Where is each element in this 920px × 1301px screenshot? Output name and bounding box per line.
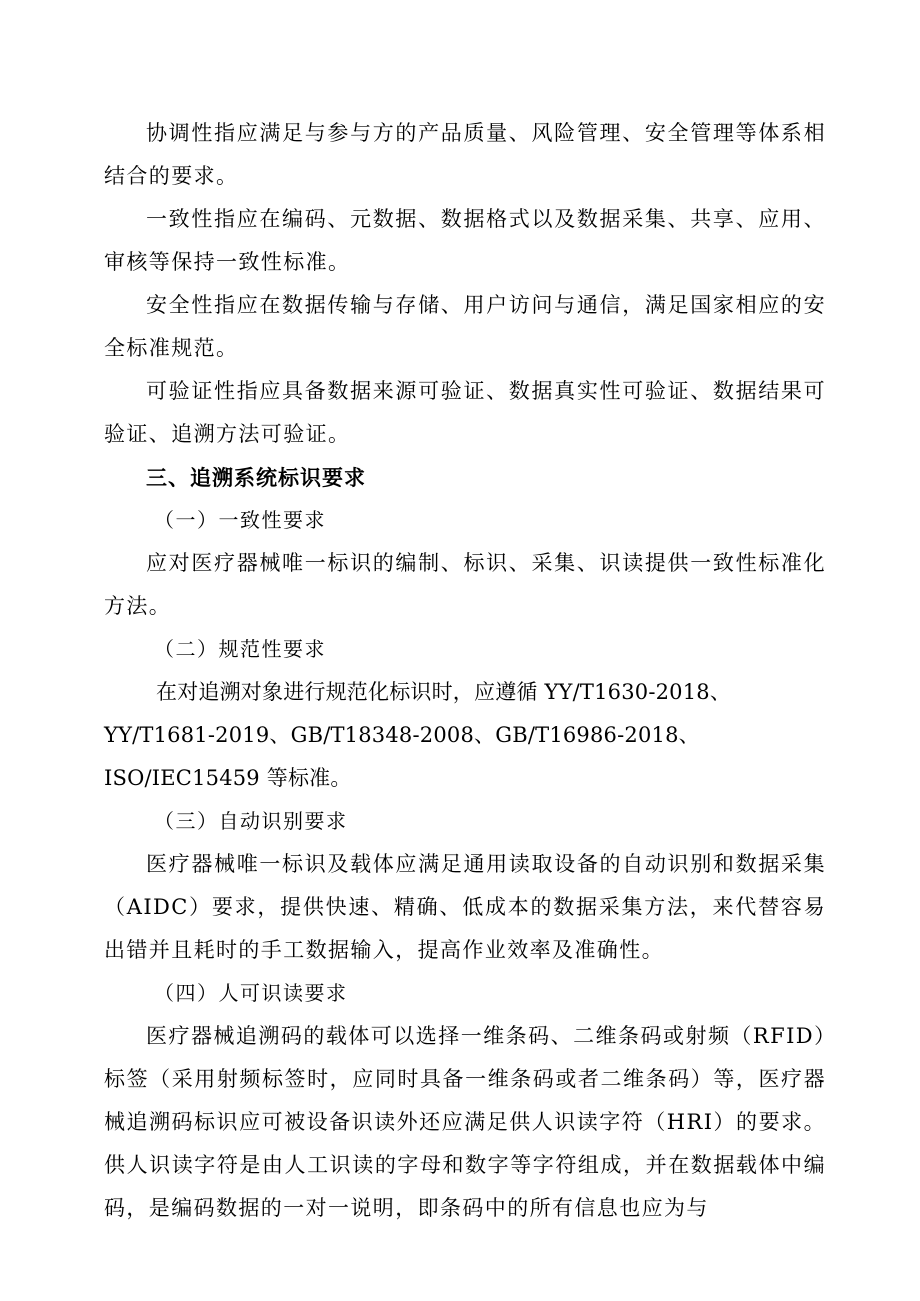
subsection-title-normative: （二）规范性要求 (154, 637, 326, 661)
subsection-title-human-readable: （四）人可识读要求 (154, 981, 348, 1005)
paragraph-verifiability: 可验证性指应具备数据来源可验证、数据真实性可验证、数据结果可验证、追溯方法可验证。 (104, 379, 826, 446)
paragraph-normative-requirement (104, 671, 826, 800)
paragraph-human-readable: 医疗器械追溯码的载体可以选择一维条码、二维条码或射频（RFID）标签（采用射频标签时，应同时具备一维条码或者二维条码）等，医疗器械追溯码标识应可被设备识读外还应满足供人识读字符（HRI）的要求。供人识读字符是由人工识读的字母和数字等字符组成，并在数据载体中编码，是编码数据的一对一说明，即条码中的所有信息也应为与 (104, 1024, 826, 1220)
document-body (104, 112, 826, 1230)
section-heading: 三、追溯系统标识要求 (146, 465, 366, 490)
subsection-title-consistency: （一）一致性要求 (154, 508, 326, 532)
paragraph-security: 安全性指应在数据传输与存储、用户访问与通信，满足国家相应的安全标准规范。 (104, 293, 826, 360)
paragraph-line: 在对追溯对象进行规范化标识时，应遵循 YY/T1630-2018、 (156, 680, 732, 704)
paragraph-line: ISO/IEC15459 等标准。 (104, 766, 352, 790)
paragraph-consistency-requirement: 应对医疗器械唯一标识的编制、标识、采集、识读提供一致性标准化方法。 (104, 551, 826, 618)
paragraph-auto-identification: 医疗器械唯一标识及载体应满足通用读取设备的自动识别和数据采集（AIDC）要求，提供快速、精确、低成本的数据采集方法，来代替容易出错并且耗时的手工数据输入，提高作业效率及准确性。 (104, 852, 826, 962)
paragraph-coordination: 协调性指应满足与参与方的产品质量、风险管理、安全管理等体系相结合的要求。 (104, 121, 826, 188)
paragraph-line: YY/T1681-2019、GB/T18348-2008、GB/T16986-2018、 (104, 723, 700, 747)
paragraph-consistency: 一致性指应在编码、元数据、数据格式以及数据采集、共享、应用、审核等保持一致性标准。 (104, 207, 826, 274)
subsection-title-auto-identification: （三）自动识别要求 (154, 809, 348, 833)
